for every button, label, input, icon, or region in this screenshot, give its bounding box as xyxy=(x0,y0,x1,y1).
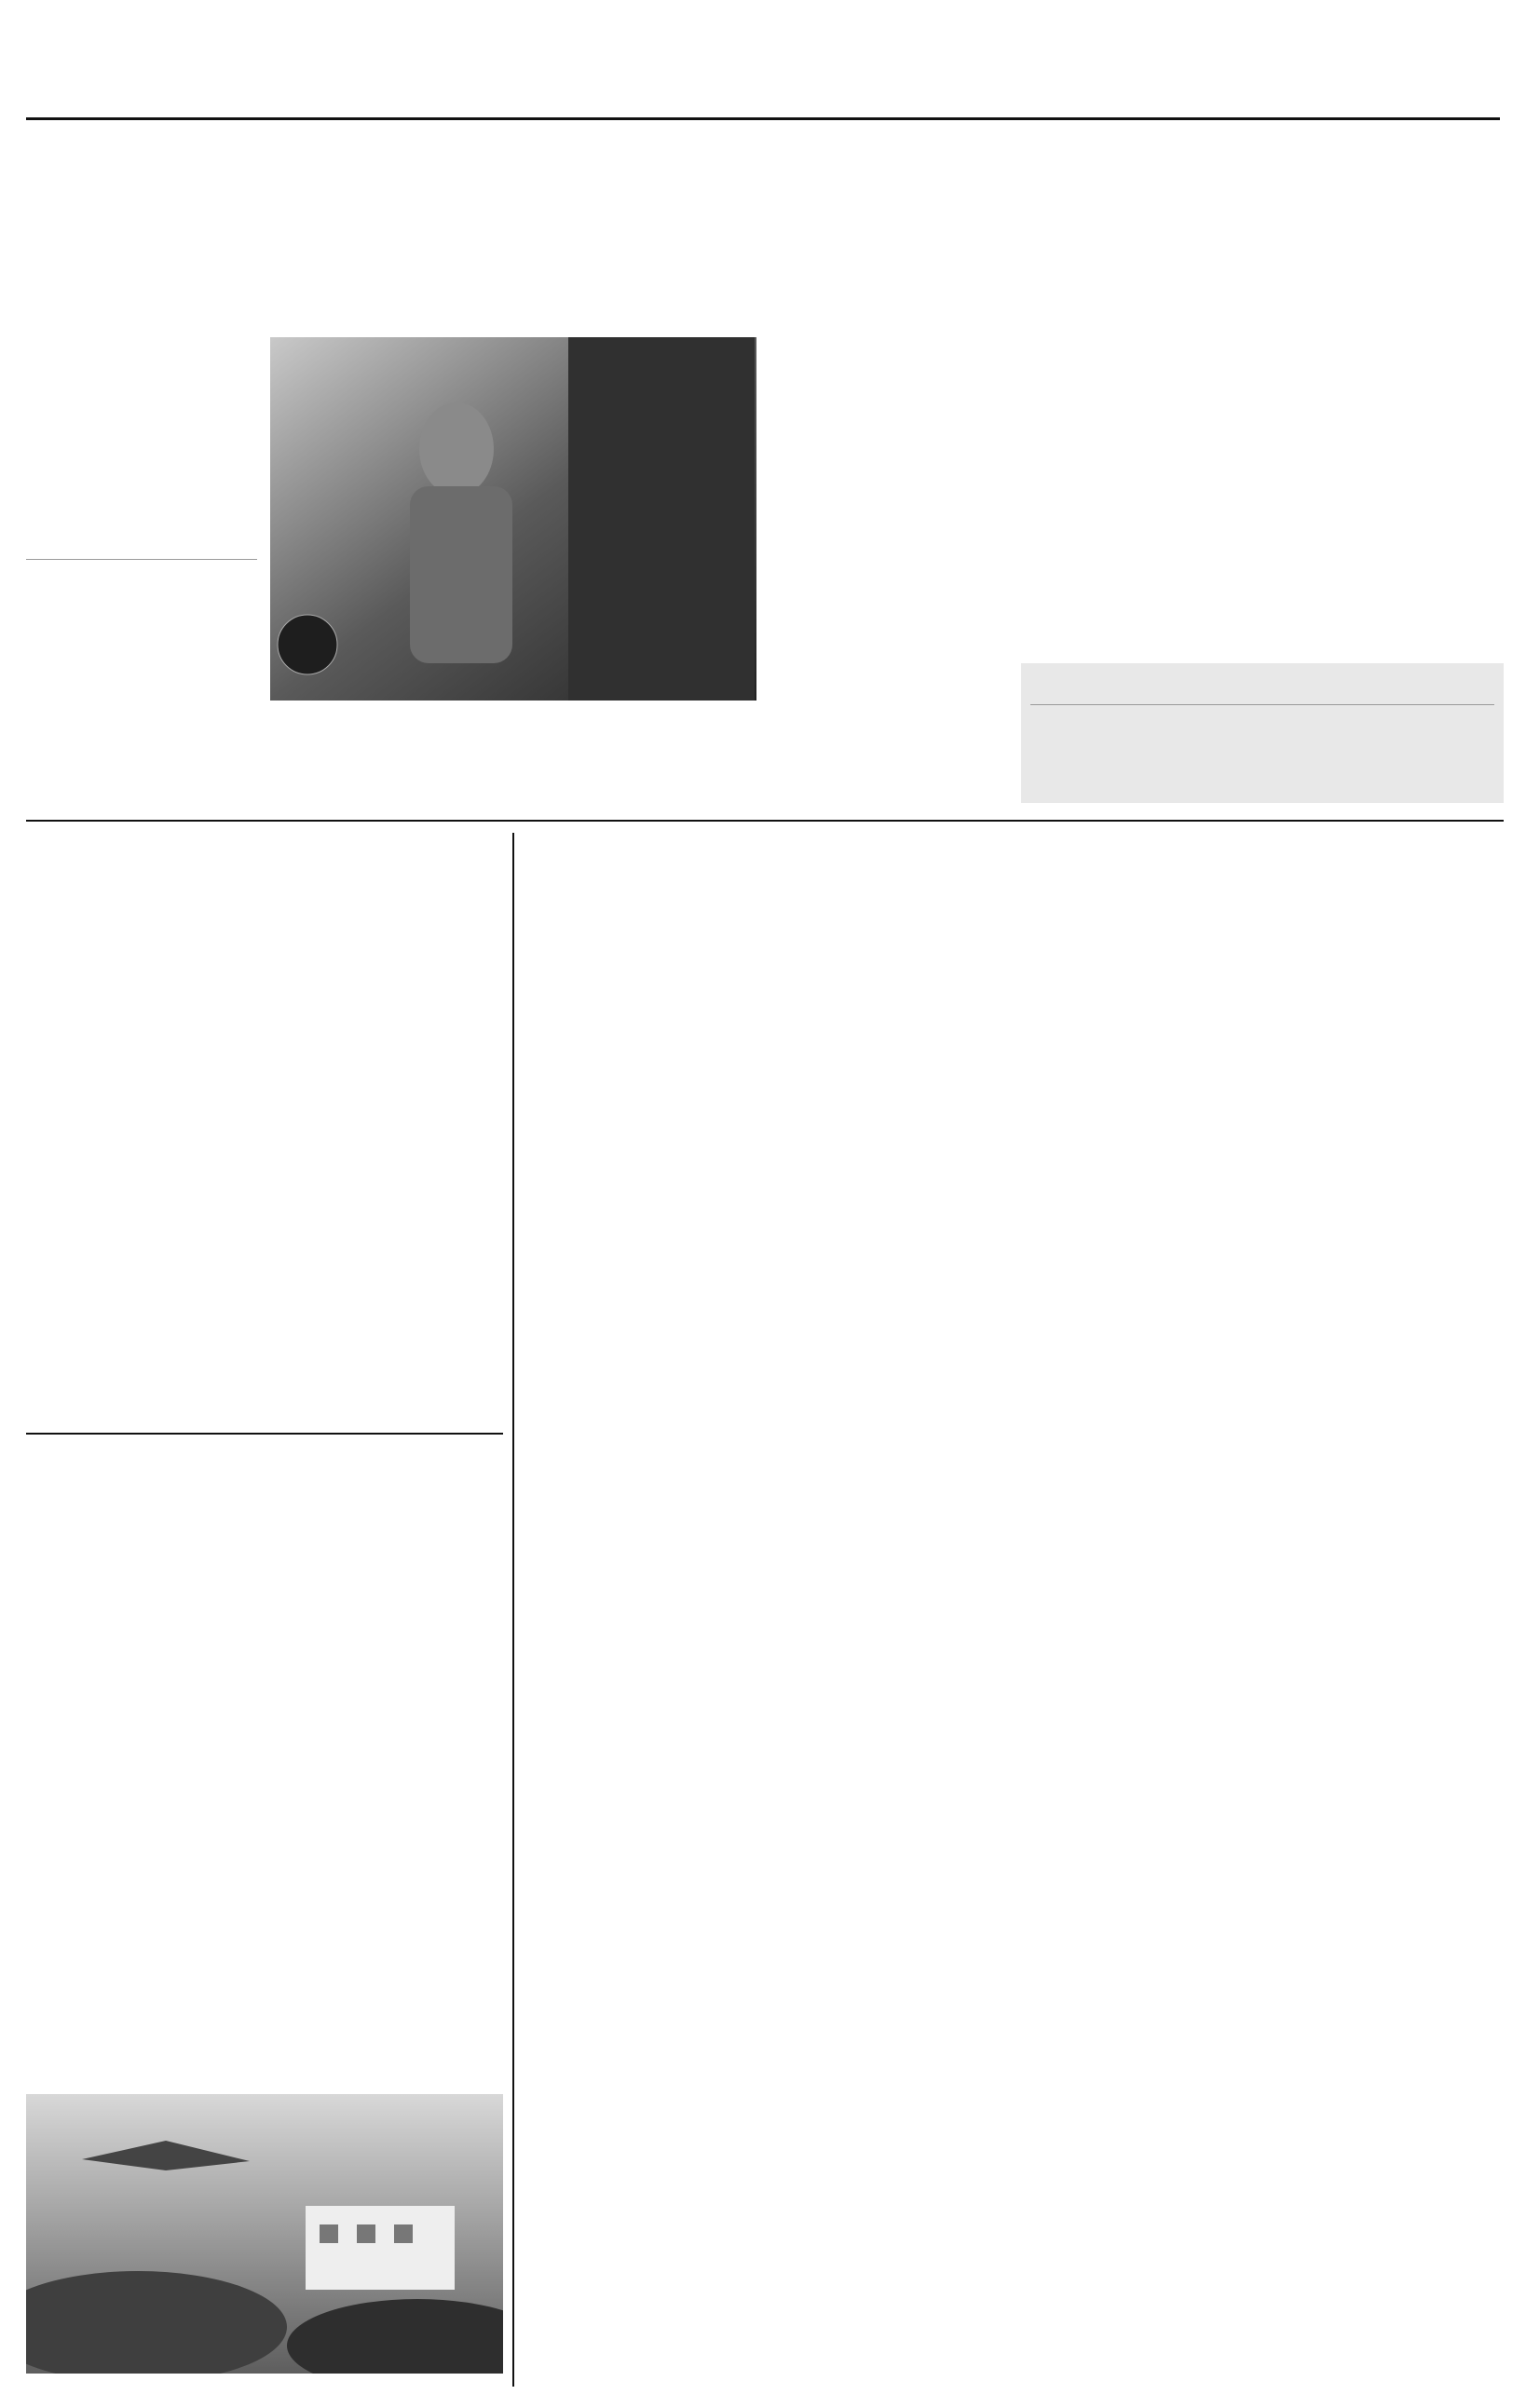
box-divider xyxy=(1030,704,1494,705)
main-photo xyxy=(270,337,756,701)
header-rule xyxy=(26,117,1500,120)
main-col5 xyxy=(1021,337,1256,654)
main-col4 xyxy=(770,337,1006,812)
section-rule xyxy=(26,820,1504,822)
photo-illustration xyxy=(270,337,756,701)
fire-photo xyxy=(26,2094,503,2374)
main-col6 xyxy=(1271,337,1504,654)
fire-photo-illustration xyxy=(26,2094,503,2374)
lead-divider xyxy=(26,559,257,560)
divider xyxy=(26,1433,503,1435)
sidebar-box xyxy=(1021,663,1504,803)
tv-divider xyxy=(512,833,514,2387)
main-col1 xyxy=(26,611,257,816)
